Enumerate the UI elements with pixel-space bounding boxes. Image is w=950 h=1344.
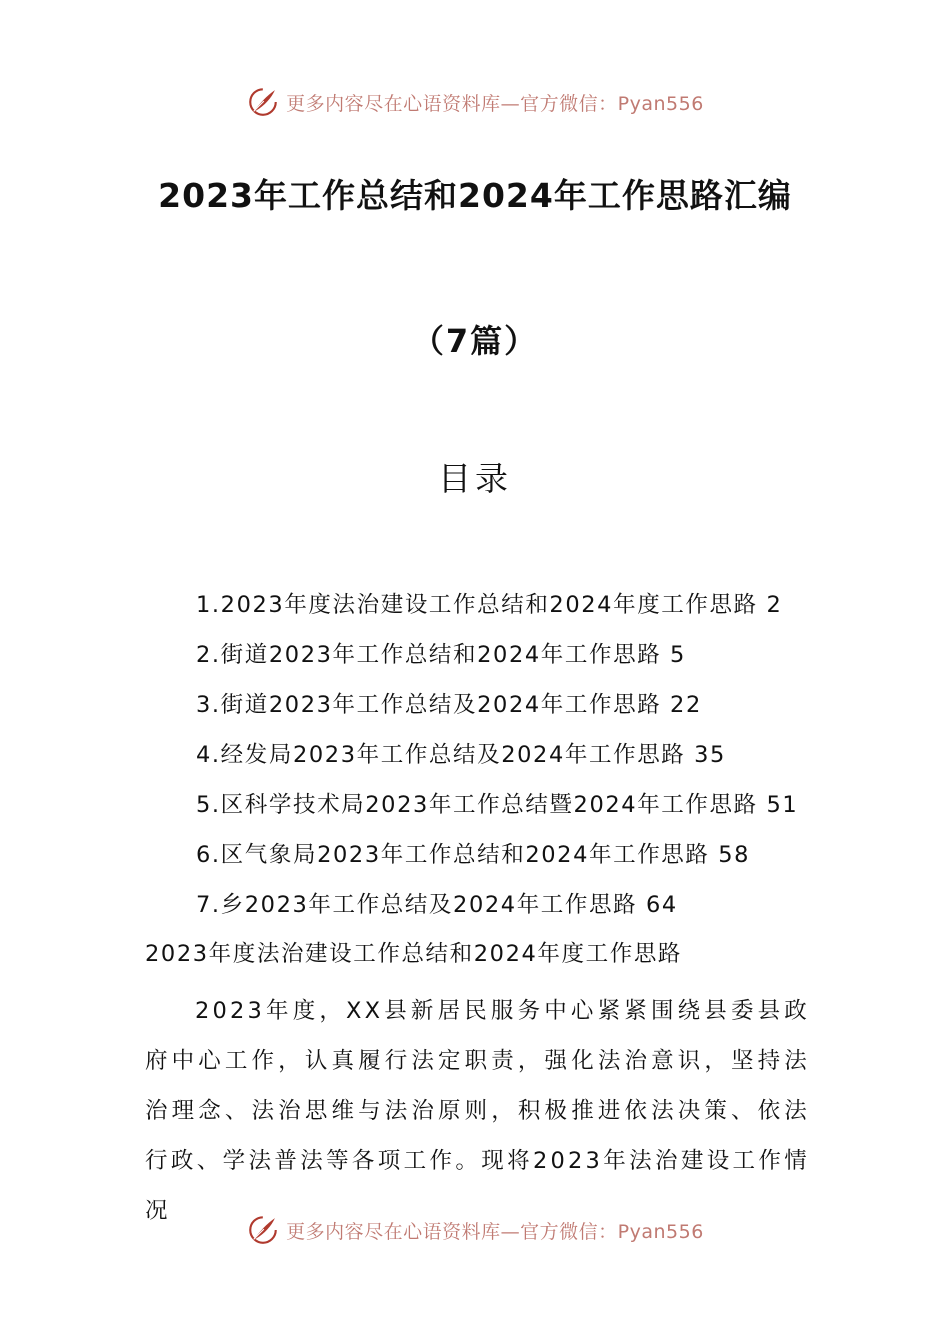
document-subtitle: （7篇） [411, 322, 539, 360]
feather-pen-icon [246, 1213, 280, 1247]
body-paragraph: 2023年度，XX县新居民服务中心紧紧围绕县委县政府中心工作，认真履行法定职责，强化法治意识，坚持法治理念、法治思维与法治原则，积极推进依法决策、依法行政、学法普法等各项工作。现将2023年法治建设工作情况 [145, 998, 810, 1224]
section-heading: 2023年度法治建设工作总结和2024年度工作思路 [145, 941, 683, 967]
toc-item[interactable]: 1.2023年度法治建设工作总结和2024年度工作思路 2 [196, 592, 783, 618]
toc-heading: 目录 [438, 459, 512, 498]
watermark-text: 更多内容尽在心语资料库—官方微信：Pyan556 [286, 1220, 704, 1243]
document-title: 2023年工作总结和2024年工作思路汇编 [158, 176, 792, 215]
toc-item[interactable]: 6.区气象局2023年工作总结和2024年工作思路 58 [196, 842, 751, 868]
watermark-text: 更多内容尽在心语资料库—官方微信：Pyan556 [286, 92, 704, 115]
toc-item[interactable]: 5.区科学技术局2023年工作总结暨2024年工作思路 51 [196, 792, 799, 818]
footer-watermark [0, 1210, 950, 1250]
toc-item[interactable]: 4.经发局2023年工作总结及2024年工作思路 35 [196, 742, 726, 768]
toc-item[interactable]: 7.乡2023年工作总结及2024年工作思路 64 [196, 892, 678, 918]
toc-item[interactable]: 2.街道2023年工作总结和2024年工作思路 5 [196, 642, 686, 668]
table-of-contents [196, 588, 798, 938]
header-watermark [0, 82, 950, 122]
watermark-wechat-id: Pyan556 [617, 92, 704, 115]
toc-item[interactable]: 3.街道2023年工作总结及2024年工作思路 22 [196, 692, 702, 718]
feather-pen-icon [246, 85, 280, 119]
watermark-wechat-id: Pyan556 [617, 1220, 704, 1243]
